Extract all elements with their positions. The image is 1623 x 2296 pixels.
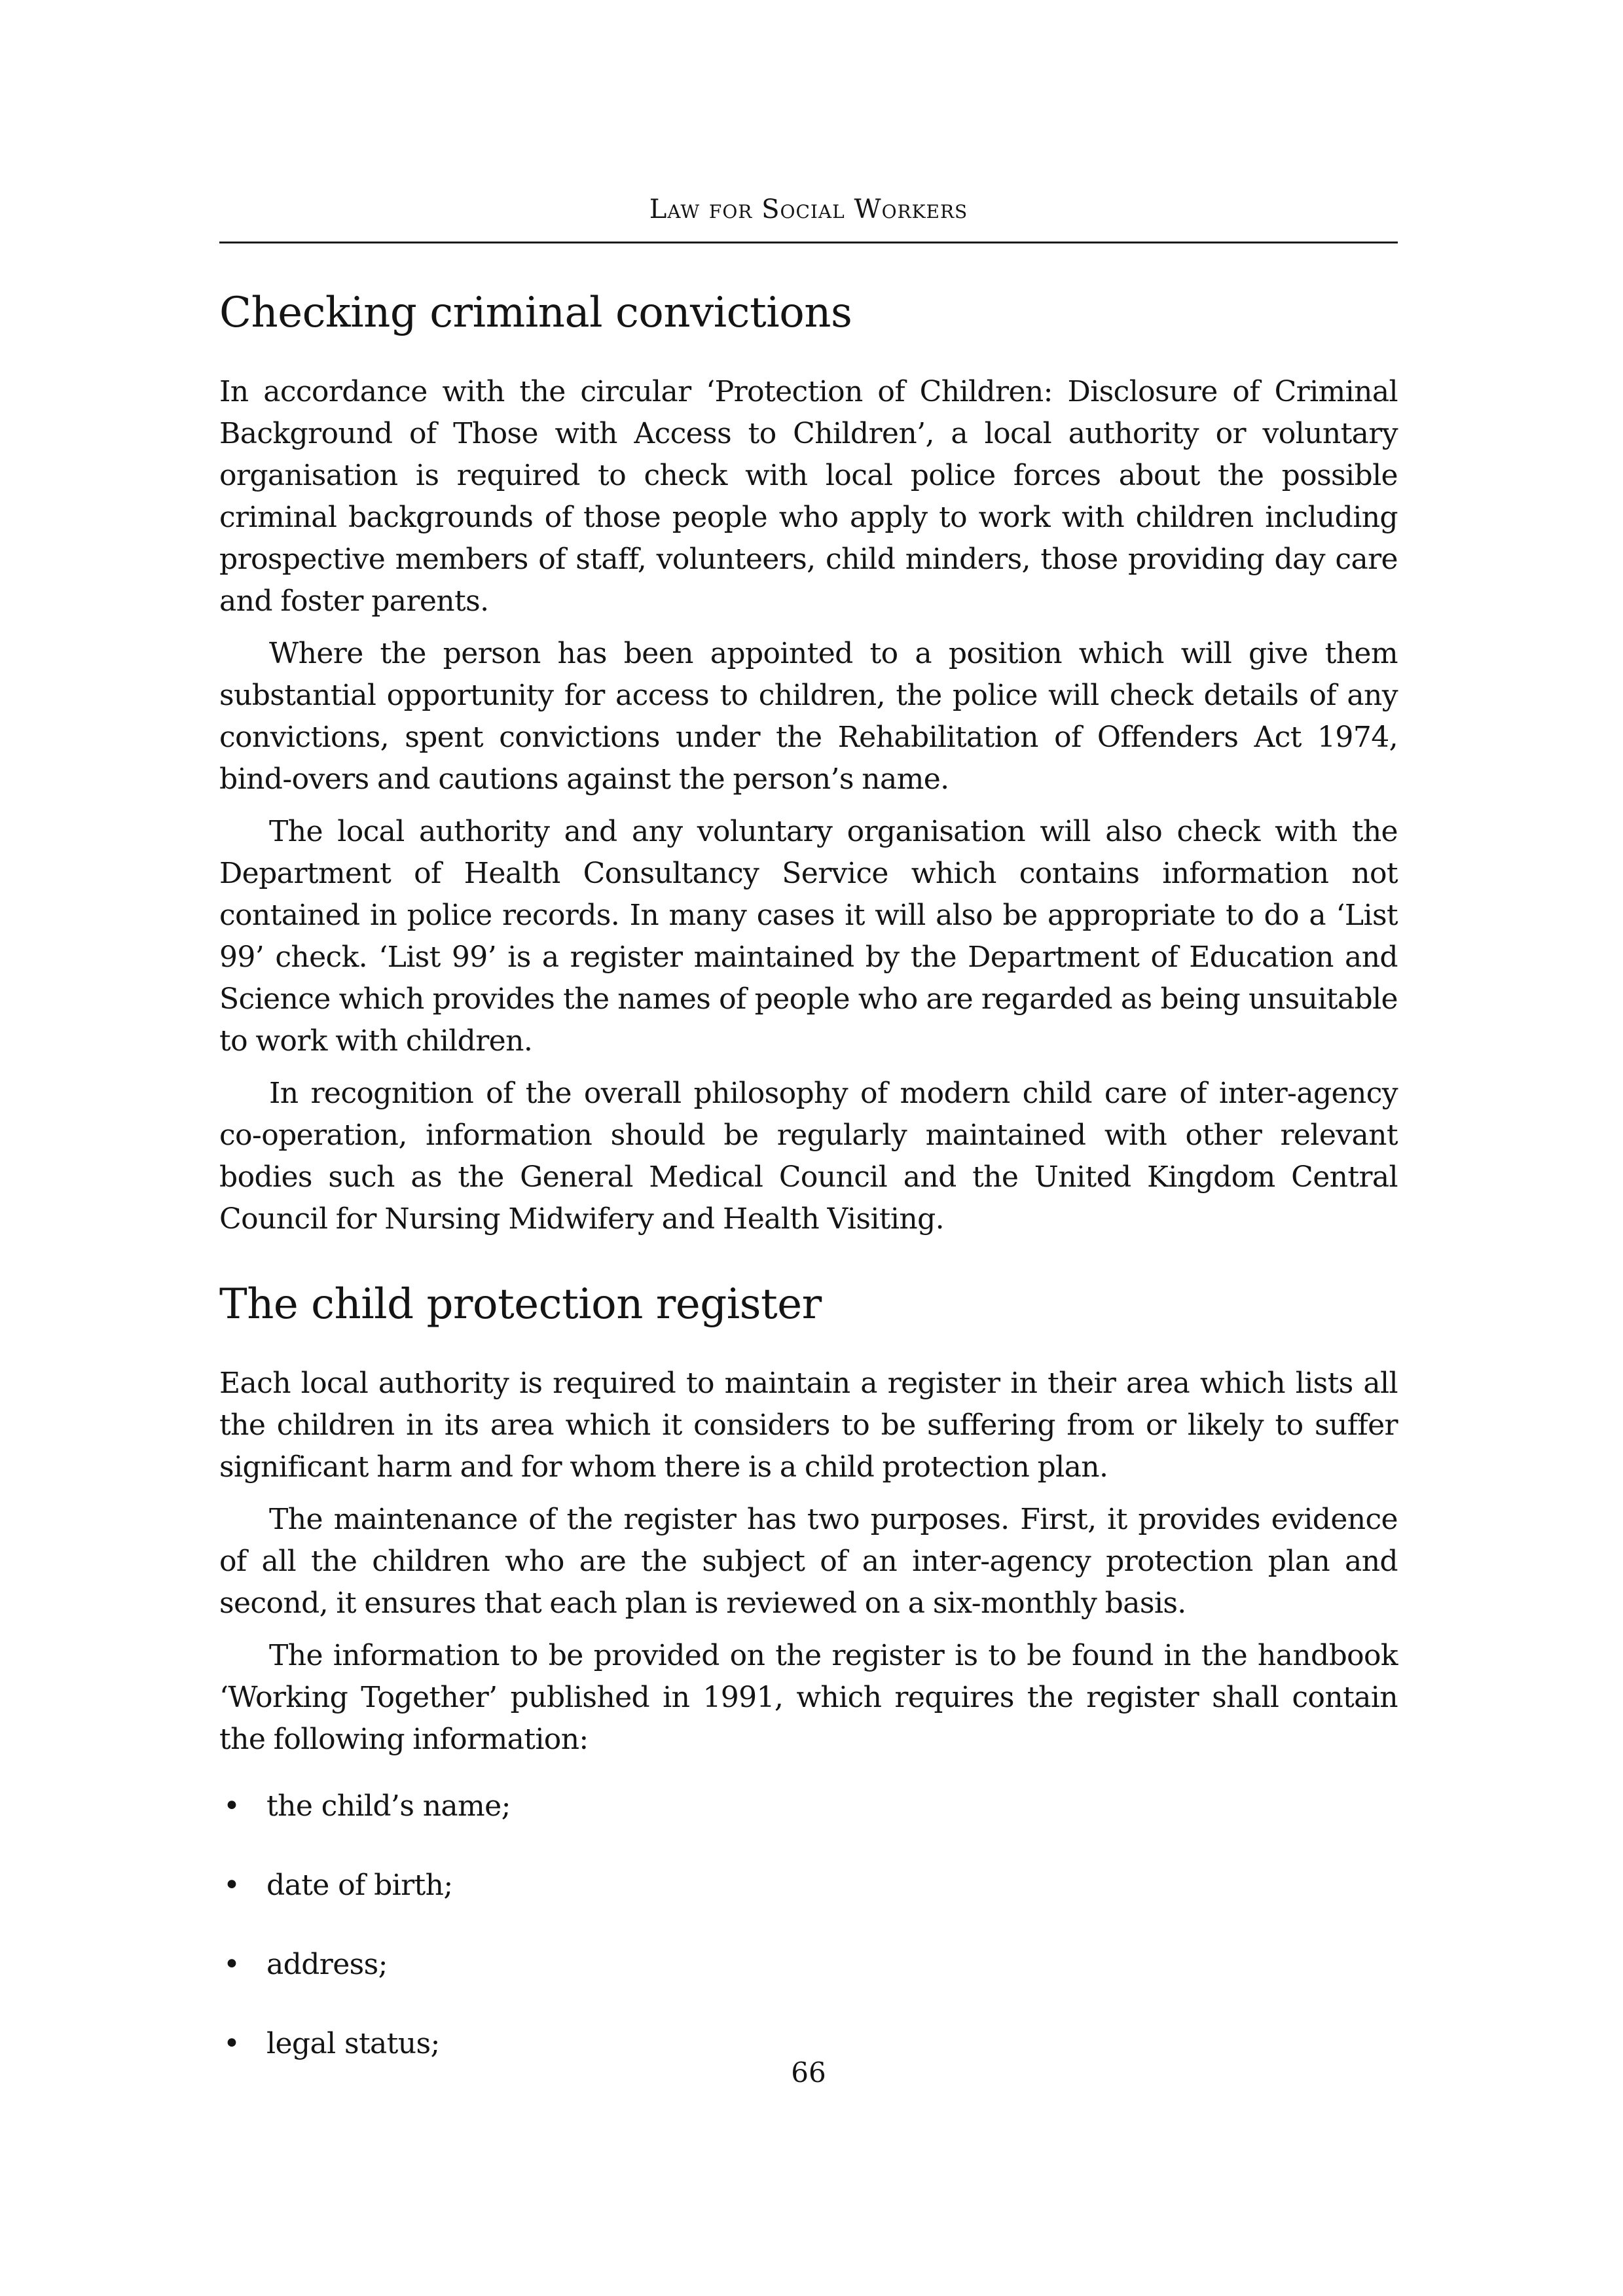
bullet-icon: • [223,1789,240,1823]
section-heading-criminal-convictions: Checking criminal convictions [219,289,852,337]
bullet-icon: • [223,1868,240,1902]
paragraph: In accordance with the circular ‘Protection of Children: Disclosure of Criminal Background of Those with Access to Children’, a local authority or voluntary organisation is required to check with local police forces about the possible criminal backgrounds of those people who apply to work with children including prospective members of staff, volunteers, child minders, those providing day care and foster parents. [219,374,1398,618]
list-item [219,1944,1398,1986]
paragraph: Each local authority is required to maintain a register in their area which lists all the children in its area which it considers to be suffering from or likely to suffer significant harm and for whom there is a child protection plan. [219,1366,1398,1484]
bullet-icon: • [223,2026,240,2060]
paragraph: Where the person has been appointed to a position which will give them substantial opportunity for access to children, the police will check details of any convictions, spent convictions under the Rehabilitation of Offenders Act 1974, bind-overs and cautions against the person’s name. [219,636,1398,796]
running-header: Law for Social Workers [649,194,968,224]
paragraph: The maintenance of the register has two purposes. First, it provides evidence of all the children who are the subject of an inter-agency protection plan and second, it ensures that each plan is reviewed on a six-monthly basis. [219,1502,1398,1620]
paragraph: The information to be provided on the register is to be found in the handbook ‘Working Together’ published in 1991, which requires the register shall contain the following information: [219,1638,1398,1756]
paragraph: In recognition of the overall philosophy of modern child care of inter-agency co-operation, information should be regularly maintained with other relevant bodies such as the General Medical Council and the United Kingdom Central Council for Nursing Midwifery and Health Visiting. [219,1076,1398,1236]
list-item [219,1785,1398,1827]
paragraph: The local authority and any voluntary organisation will also check with the Department of Health Consultancy Service which contains information not contained in police records. In many cases it will also be appropriate to do a ‘List 99’ check. ‘List 99’ is a register maintained by the Department of Education and Science which provides the names of people who are regarded as being unsuitable to work with children. [219,814,1398,1058]
register-information-list [219,1785,1398,2065]
bullet-icon: • [223,1947,240,1981]
list-item-text: legal status; [266,2026,440,2060]
list-item-text: address; [266,1947,388,1981]
header-rule [219,242,1398,243]
list-item [219,1865,1398,1907]
list-item-text: date of birth; [266,1868,453,1902]
page-number: 66 [791,2056,826,2089]
section-heading-child-protection-register: The child protection register [219,1280,822,1329]
list-item-text: the child’s name; [266,1789,511,1823]
page-content [219,288,1398,2102]
